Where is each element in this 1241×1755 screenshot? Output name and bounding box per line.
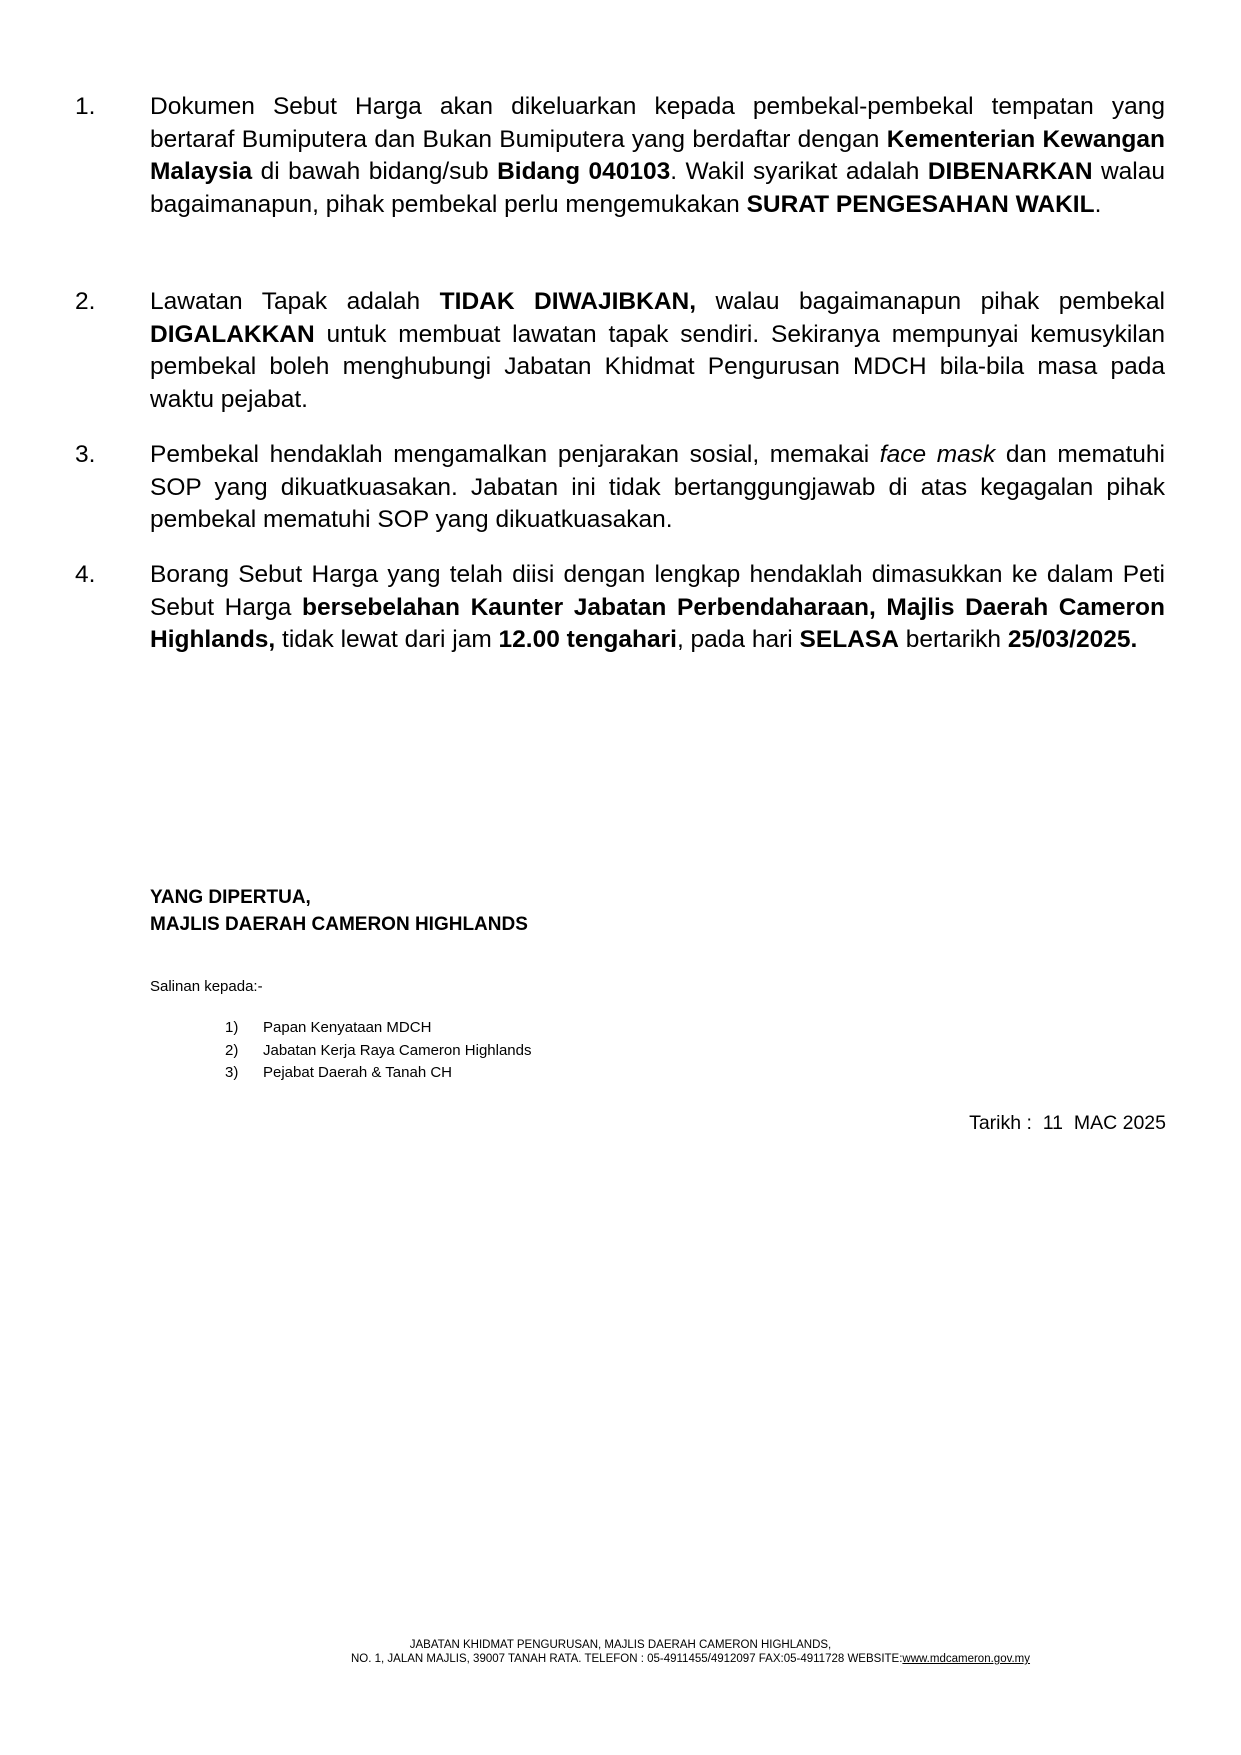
footer-address: NO. 1, JALAN MAJLIS, 39007 TANAH RATA. TELEFON : 05-4911455/4912097 FAX:05-4911728 WEBSITE: [350, 1653, 903, 1665]
signatory-title: YANG DIPERTUA, [150, 887, 311, 908]
list-item-text: Pejabat Daerah & Tanah CH [263, 1064, 453, 1081]
list-item-text: Jabatan Kerja Raya Cameron Highlands [263, 1041, 532, 1059]
item-paragraph [150, 439, 1165, 537]
item-number: 1. [75, 93, 96, 120]
copies-label: Salinan kepada:- [150, 978, 263, 995]
bold-text: TIDAK DIWAJIBKAN, [439, 288, 697, 315]
list-item-number: 2) [225, 1041, 239, 1059]
footer-line-2 [0, 1652, 1241, 1666]
paragraph-text: dan mematuhi SOP yang dikuatkuasakan. Jabatan ini tidak bertanggungjawab di atas kegagalan pihak pembekal mematuhi SOP yang dikuatkuasakan. [150, 441, 1165, 533]
list-item [225, 1062, 531, 1085]
list-item-number: 1) [225, 1019, 239, 1036]
paragraph-text: . Wakil syarikat adalah [670, 158, 928, 185]
item-paragraph [150, 559, 1165, 657]
item-paragraph [150, 91, 1165, 221]
paragraph-text: untuk membuat lawatan tapak sendiri. Sekiranya mempunyai kemusykilan pembekal boleh menghubungi Jabatan Khidmat Pengurusan MDCH bila-bila masa pada waktu pejabat. [150, 320, 1165, 413]
date-value: 11 MAC 2025 [1042, 1112, 1166, 1134]
document-date [969, 1112, 1166, 1135]
bold-text: SELASA [799, 626, 899, 653]
paragraph-text: Borang Sebut Harga yang telah diisi dengan lengkap hendaklah dimasukkan ke dalam Peti Sebut Harga [150, 561, 1165, 621]
item-number: 2. [75, 288, 96, 315]
bold-text: 12.00 tengahari [498, 626, 677, 653]
list-item-number: 3) [225, 1064, 239, 1081]
paragraph-text: walau bagaimanapun, pihak pembekal perlu mengemukakan [150, 158, 1165, 218]
footer-website-link[interactable]: www.mdcameron.gov.my [902, 1653, 1031, 1665]
copies-list [225, 1017, 531, 1085]
list-item-text: Papan Kenyataan MDCH [263, 1019, 432, 1036]
list-item [225, 1017, 531, 1040]
paragraph-text: di bawah bidang/sub [252, 158, 498, 185]
bold-text: 25/03/2025. [1007, 626, 1138, 653]
paragraph-text: bertarikh [898, 626, 1008, 653]
paragraph-text: Dokumen Sebut Harga akan dikeluarkan kepada pembekal-pembekal tempatan yang bertaraf Bumiputera dan Bukan Bumiputera yang berdaftar dengan [150, 93, 1165, 153]
footer-line-1: JABATAN KHIDMAT PENGURUSAN, MAJLIS DAERAH CAMERON HIGHLANDS, [409, 1639, 832, 1651]
item-number: 4. [75, 561, 96, 588]
bold-text: Bidang 040103 [497, 158, 671, 185]
paragraph-text: , pada hari [676, 626, 800, 653]
paragraph-text: Lawatan Tapak adalah [150, 288, 440, 315]
item-number: 3. [75, 441, 96, 468]
bold-text: SURAT PENGESAHAN WAKIL [746, 190, 1095, 218]
footer [0, 1638, 1241, 1666]
item-paragraph [150, 286, 1165, 416]
paragraph-text: . [1094, 190, 1102, 218]
bold-text: bersebelahan Kaunter Jabatan Perbendaharaan, Majlis Daerah Cameron Highlands, [150, 593, 1165, 653]
bold-text: Kementerian Kewangan Malaysia [150, 125, 1165, 185]
paragraph-text: Pembekal hendaklah mengamalkan penjarakan sosial, memakai [150, 441, 880, 468]
signatory-organization: MAJLIS DAERAH CAMERON HIGHLANDS [150, 914, 528, 935]
bold-text: DIGALAKKAN [150, 320, 315, 348]
bold-text: DIBENARKAN [927, 158, 1093, 185]
date-label: Tarikh : [969, 1112, 1032, 1134]
paragraph-text: tidak lewat dari jam [275, 626, 499, 653]
list-item [225, 1040, 531, 1063]
italic-text: face mask [879, 441, 996, 468]
paragraph-text: walau bagaimanapun pihak pembekal [696, 288, 1165, 315]
